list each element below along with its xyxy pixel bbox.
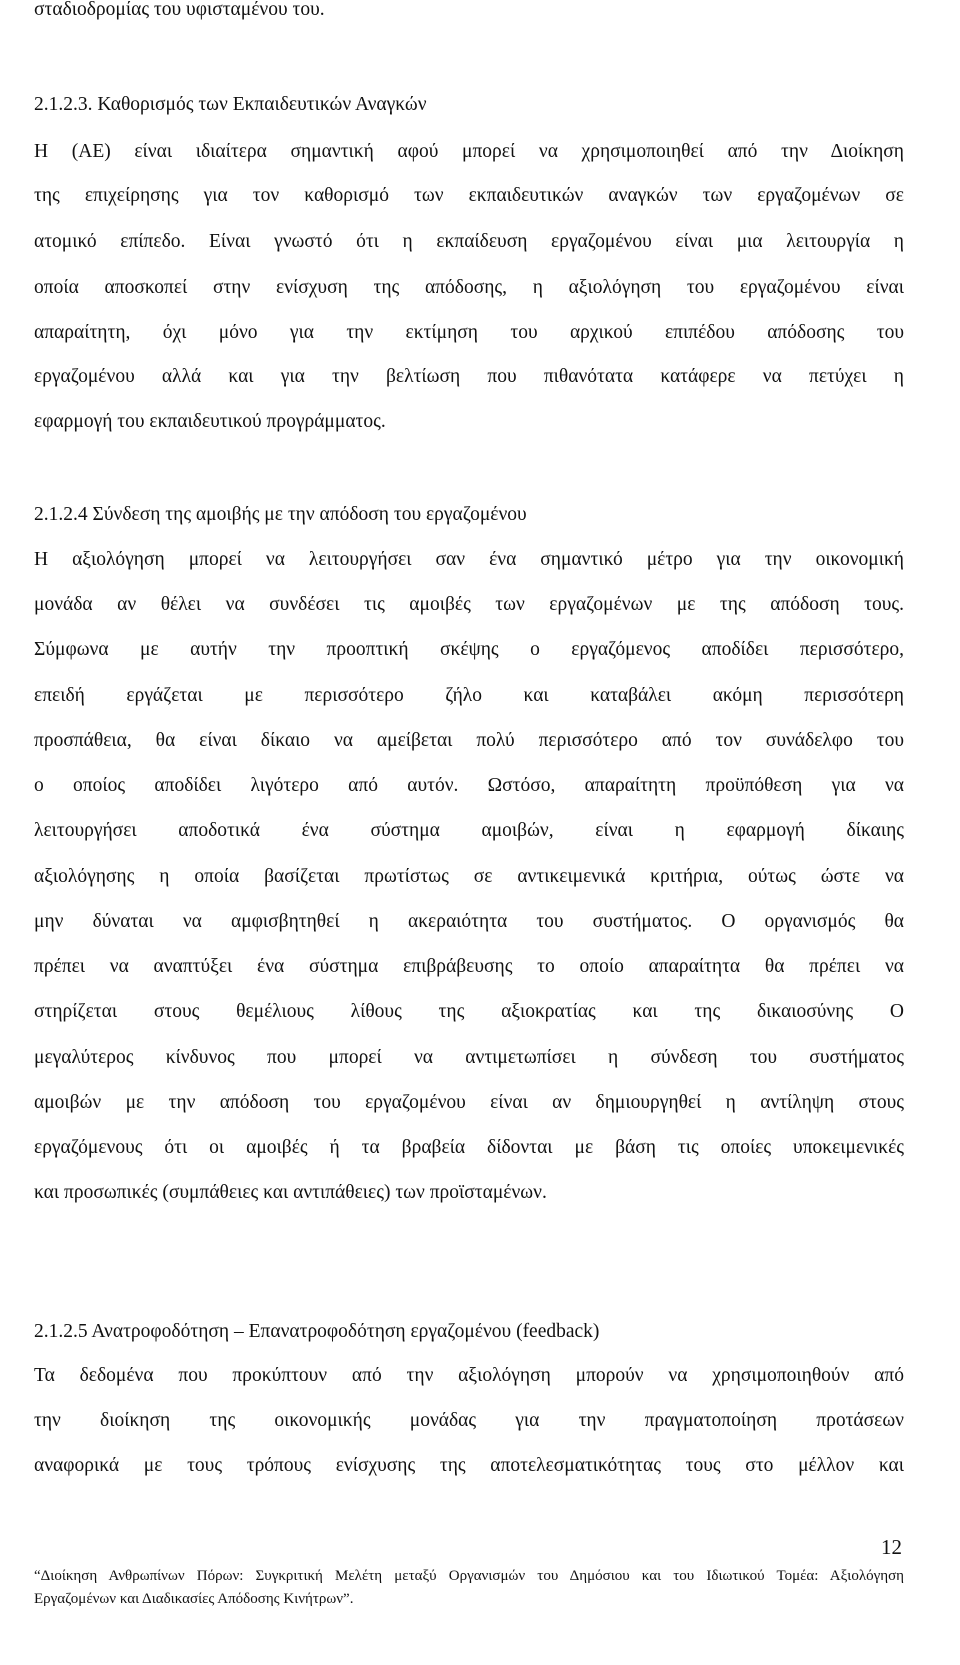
text-line: αναφορικά με τους τρόπους ενίσχυσης της αποτελεσματικότητας τους στο μέλλον και (34, 1455, 904, 1476)
text-line: σταδιοδρομίας του υφισταμένου του. (34, 0, 325, 20)
text-line: εργαζόμενους ότι οι αμοιβές ή τα βραβεία δίδονται με βάση τις οποίες υποκειμενικές (34, 1137, 904, 1158)
text-line: εφαρμογή του εκπαιδευτικού προγράμματος. (34, 411, 386, 432)
text-line: την διοίκηση της οικονομικής μονάδας για την πραγματοποίηση προτάσεων (34, 1410, 904, 1431)
text-line: της επιχείρησης για τον καθορισμό των εκπαιδευτικών αναγκών των εργαζομένων σε (34, 185, 904, 206)
text-line: αξιολόγησης η οποία βασίζεται πρωτίστως σε αντικειμενικά κριτήρια, ούτως ώστε να (34, 866, 904, 887)
text-line: Τα δεδομένα που προκύπτουν από την αξιολόγηση μπορούν να χρησιμοποιηθούν από (34, 1365, 904, 1386)
text-line: επειδή εργάζεται με περισσότερο ζήλο και καταβάλει ακόμη περισσότερη (34, 685, 904, 706)
text-line: μεγαλύτερος κίνδυνος που μπορεί να αντιμετωπίσει η σύνδεση του συστήματος (34, 1047, 904, 1068)
text-line: μονάδα αν θέλει να συνδέσει τις αμοιβές των εργαζομένων με της απόδοση τους. (34, 594, 904, 615)
text-line: στηρίζεται στους θεμέλιους λίθους της αξιοκρατίας και της δικαιοσύνης Ο (34, 1001, 904, 1022)
section-heading-2-1-2-4: 2.1.2.4 Σύνδεση της αμοιβής με την απόδοση του εργαζομένου (34, 504, 527, 525)
text-line: πρέπει να αναπτύξει ένα σύστημα επιβράβευσης το οποίο απαραίτητα θα πρέπει να (34, 956, 904, 977)
page-number: 12 (881, 1535, 902, 1559)
text-line: και προσωπικές (συμπάθειες και αντιπάθειες) των προϊσταμένων. (34, 1182, 547, 1203)
text-line: Η αξιολόγηση μπορεί να λειτουργήσει σαν ένα σημαντικό μέτρο για την οικονομική (34, 549, 904, 570)
text-line: Η (ΑΕ) είναι ιδιαίτερα σημαντική αφού μπορεί να χρησιμοποιηθεί από την Διοίκηση (34, 141, 904, 162)
text-line: ατομικό επίπεδο. Είναι γνωστό ότι η εκπαίδευση εργαζομένου είναι μια λειτουργία η (34, 231, 904, 252)
text-line: απαραίτητη, όχι μόνο για την εκτίμηση του αρχικού επιπέδου απόδοσης του (34, 322, 904, 343)
section-heading-2-1-2-3: 2.1.2.3. Καθορισμός των Εκπαιδευτικών Αναγκών (34, 94, 427, 115)
text-line: αμοιβών με την απόδοση του εργαζομένου είναι αν δημιουργηθεί η αντίληψη στους (34, 1092, 904, 1113)
text-line: εργαζομένου αλλά και για την βελτίωση που πιθανότατα κατάφερε να πετύχει η (34, 366, 904, 387)
text-line: μην δύναται να αμφισβητηθεί η ακεραιότητα του συστήματος. Ο οργανισμός θα (34, 911, 904, 932)
footer-line-2: Εργαζομένων και Διαδικασίες Απόδοσης Κινήτρων”. (34, 1591, 354, 1607)
section-heading-2-1-2-5: 2.1.2.5 Ανατροφοδότηση – Επανατροφοδότηση εργαζομένου (feedback) (34, 1321, 600, 1342)
footer-line-1: “Διοίκηση Ανθρωπίνων Πόρων: Συγκριτική Μελέτη μεταξύ Οργανισμών του Δημόσιου και του Ιδιωτικού Τομέα: Αξιολόγηση (34, 1568, 904, 1584)
text-line: ο οποίος αποδίδει λιγότερο από αυτόν. Ωστόσο, απαραίτητη προϋπόθεση για να (34, 775, 904, 796)
text-line: προσπάθεια, θα είναι δίκαιο να αμείβεται πολύ περισσότερο από τον συνάδελφο του (34, 730, 904, 751)
text-line: Σύμφωνα με αυτήν την προοπτική σκέψης ο εργαζόμενος αποδίδει περισσότερο, (34, 639, 904, 660)
text-line: οποία αποσκοπεί στην ενίσχυση της απόδοσης, η αξιολόγηση του εργαζομένου είναι (34, 277, 904, 298)
text-line: λειτουργήσει αποδοτικά ένα σύστημα αμοιβών, είναι η εφαρμογή δίκαιης (34, 820, 904, 841)
